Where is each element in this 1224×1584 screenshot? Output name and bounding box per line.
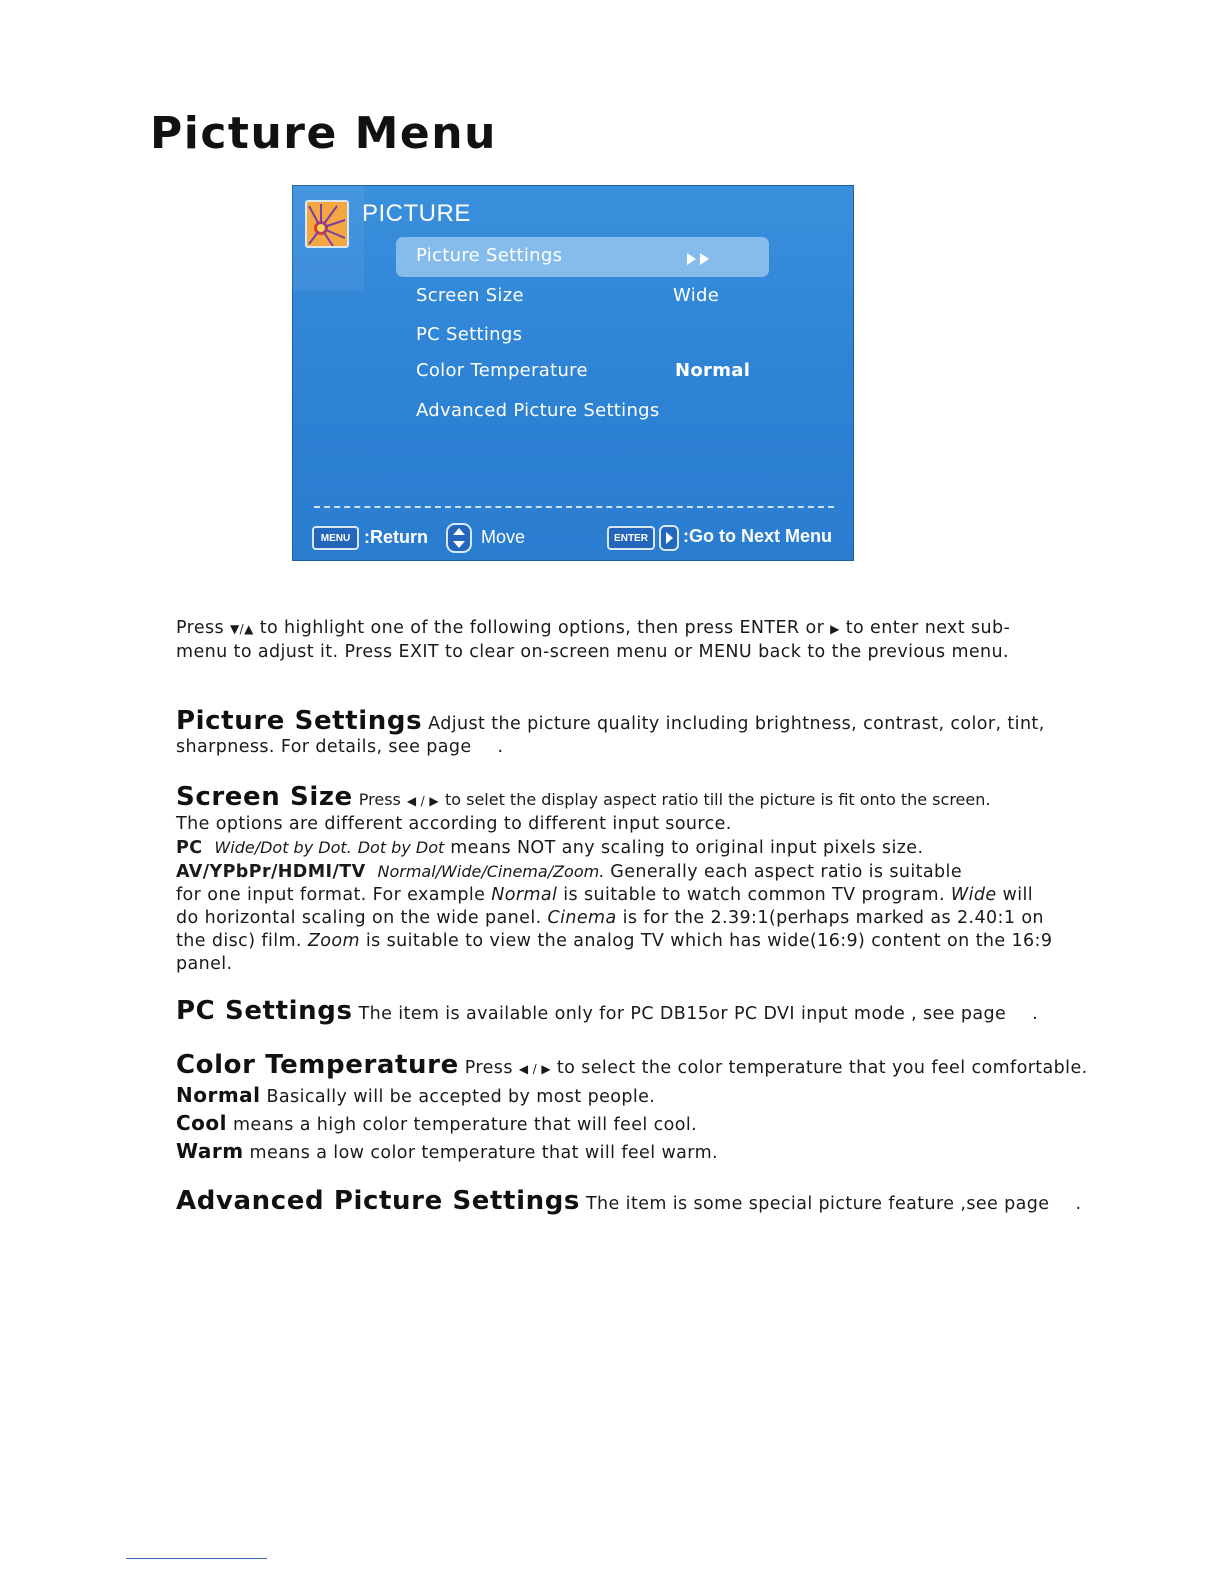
pc-settings-text: The item is available only for PC DB15or PC DVI input mode , see page (358, 1004, 1007, 1024)
cool-text: means a high color temperature that will feel cool. (232, 1115, 698, 1135)
up-down-icon (446, 523, 472, 557)
screen-size-text: to selet the display aspect ratio till the picture is fit onto the screen. (444, 790, 991, 809)
screen-size-line5b: is suitable to watch common TV program. (557, 885, 951, 905)
av-text: Generally each aspect ratio is suitable (610, 862, 962, 882)
osd-item-pc-settings[interactable]: PC Settings (416, 324, 523, 345)
zoom-term: Zoom (307, 931, 360, 951)
screen-size-line6b: is for the 2.39:1(perhaps marked as 2.40:1 on (616, 908, 1044, 928)
picture-settings-text: Adjust the picture quality including brightness, contrast, color, tint, (428, 714, 1045, 734)
intro-press: Press (176, 618, 225, 638)
osd-title: PICTURE (362, 200, 471, 227)
section-pc-settings (176, 996, 1039, 1026)
enter-key: ENTER (607, 526, 655, 550)
picture-settings-period: . (497, 737, 504, 757)
intro-text-1: to highlight one of the following options, then press ENTER or (253, 618, 831, 638)
wide-term: Wide (950, 885, 997, 905)
osd-item-advanced-picture-settings[interactable]: Advanced Picture Settings (416, 400, 660, 421)
normal-label: Normal (176, 1083, 261, 1107)
screen-size-line7b: is suitable to view the analog TV which has wide(16:9) content on the 16:9 (359, 931, 1053, 951)
screen-size-line6a: do horizontal scaling on the wide panel. (176, 908, 548, 928)
normal-text: Basically will be accepted by most people. (266, 1087, 656, 1107)
screen-size-line8: panel. (176, 954, 233, 974)
av-options: Normal/Wide/Cinema/Zoom. (377, 862, 605, 881)
osd-value-color-temperature: Normal (675, 360, 751, 381)
page-title: Picture Menu (150, 108, 497, 159)
heading-picture-settings: Picture Settings (176, 706, 423, 736)
section-color-temperature (176, 1050, 1088, 1165)
right-key-icon (659, 525, 679, 555)
heading-color-temperature: Color Temperature (176, 1050, 459, 1080)
section-screen-size (176, 782, 1053, 976)
intro-paragraph (176, 617, 1010, 664)
right-key: ▶ (830, 622, 840, 636)
warm-text: means a low color temperature that will feel warm. (249, 1143, 718, 1163)
pc-label: PC (176, 838, 203, 858)
osd-move-label: Move (481, 527, 526, 547)
warm-label: Warm (176, 1139, 244, 1163)
section-picture-settings (176, 706, 1045, 759)
screen-size-line5a: for one input format. For example (176, 885, 492, 905)
intro-text-2: to enter next sub- (839, 618, 1011, 638)
osd-picture-menu (292, 185, 854, 561)
intro-line-2: menu to adjust it. Press EXIT to clear on-screen menu or MENU back to the previous menu. (176, 642, 1010, 662)
osd-next-label: :Go to Next Menu (683, 526, 832, 546)
screen-size-line7a: the disc) film. (176, 931, 308, 951)
menu-key: MENU (312, 526, 359, 550)
down-up-keys: ▼/▲ (230, 622, 254, 636)
color-temp-text: to select the color temperature that you feel comfortable. (556, 1058, 1088, 1078)
left-right-keys: ◀ / ▶ (406, 794, 439, 808)
cool-label: Cool (176, 1111, 228, 1135)
osd-divider (314, 506, 834, 508)
screen-size-press: Press (358, 790, 401, 809)
pc-options: Wide/Dot by Dot. (214, 838, 352, 857)
osd-value-screen-size: Wide (673, 285, 720, 306)
double-arrow-right-icon (684, 251, 714, 270)
color-temp-press: Press (464, 1058, 513, 1078)
left-right-keys-2: ◀ / ▶ (518, 1062, 551, 1076)
heading-pc-settings: PC Settings (176, 996, 353, 1026)
pc-dot-by-dot: Dot by Dot (357, 838, 445, 857)
pc-settings-period: . (1032, 1004, 1039, 1024)
osd-item-screen-size[interactable]: Screen Size (416, 285, 524, 306)
picture-icon (305, 200, 349, 248)
osd-item-picture-settings[interactable]: Picture Settings (416, 245, 563, 266)
av-label: AV/YPbPr/HDMI/TV (176, 862, 366, 882)
picture-settings-line2: sharpness. For details, see page (176, 737, 472, 757)
section-advanced-picture-settings (176, 1186, 1082, 1216)
normal-term: Normal (491, 885, 558, 905)
advanced-text: The item is some special picture feature ,see page (585, 1194, 1050, 1214)
cinema-term: Cinema (547, 908, 617, 928)
osd-return-label: :Return (364, 527, 428, 547)
pc-text: means NOT any scaling to original input pixels size. (450, 838, 924, 858)
screen-size-line2: The options are different according to different input source. (176, 814, 732, 834)
footer-rule (126, 1558, 267, 1559)
heading-screen-size: Screen Size (176, 782, 353, 812)
screen-size-line5c: will (996, 885, 1033, 905)
advanced-period: . (1075, 1194, 1082, 1214)
heading-advanced-picture-settings: Advanced Picture Settings (176, 1186, 580, 1216)
osd-item-color-temperature[interactable]: Color Temperature (416, 360, 588, 381)
